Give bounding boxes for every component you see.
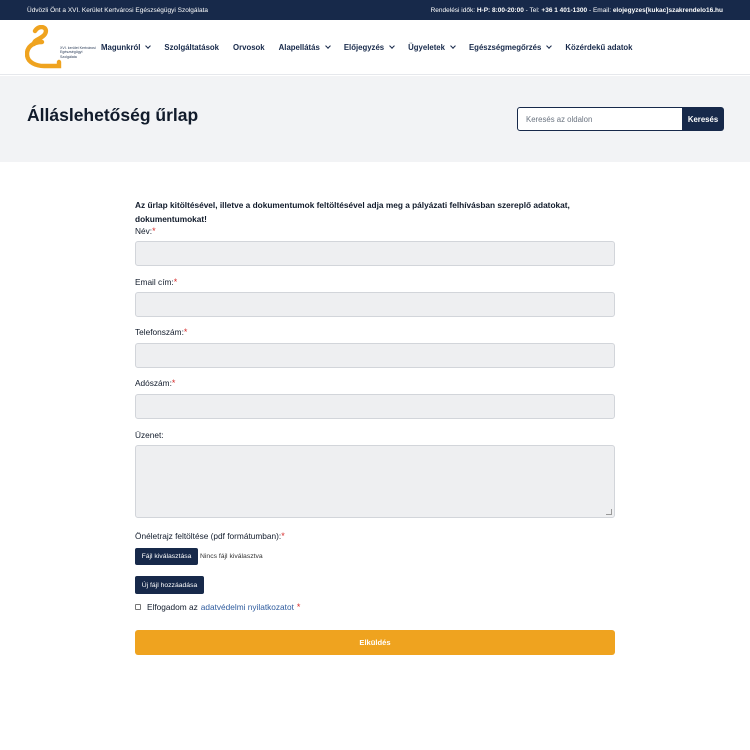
email-link[interactable]: elojegyzes[kukac]szakrendelo16.hu	[612, 6, 723, 14]
nav-item-szolgaltatasok[interactable]: Szolgáltatások	[164, 43, 220, 52]
required-mark: *	[171, 378, 176, 388]
cv-label: Önéletrajz feltöltése (pdf formátumban):*	[135, 531, 285, 541]
required-mark: *	[152, 226, 156, 236]
nav-item-elojegyzes[interactable]: Előjegyzés	[344, 43, 394, 52]
nav-item-orvosok[interactable]: Orvosok	[233, 43, 265, 52]
tax-label: Adószám:*	[135, 378, 176, 388]
site-logo[interactable]	[25, 25, 95, 69]
chevron-down-icon	[325, 43, 331, 49]
nav-item-ugyeletek[interactable]: Ügyeletek	[408, 43, 455, 52]
search-input[interactable]	[517, 107, 683, 131]
nav-item-kozerdeku-adatok[interactable]: Közérdekű adatok	[565, 43, 633, 52]
nav-item-egeszsegmegorzes[interactable]: Egészségmegőrzés	[469, 43, 551, 52]
chevron-down-icon	[146, 43, 152, 49]
nav-item-magunkrol[interactable]: Magunkról	[101, 43, 150, 52]
email-field[interactable]	[135, 292, 615, 317]
phone-field[interactable]	[135, 343, 615, 368]
main-nav	[101, 20, 647, 75]
resize-handle-icon[interactable]	[606, 509, 612, 515]
chevron-down-icon	[389, 43, 395, 49]
name-field[interactable]	[135, 241, 615, 266]
message-textarea[interactable]	[135, 445, 615, 518]
page-title: Álláslehetőség űrlap	[27, 105, 199, 125]
chevron-down-icon	[547, 43, 553, 49]
submit-button[interactable]: Elküldés	[135, 630, 615, 655]
email-label: Email cím:*	[135, 277, 178, 287]
page-hero	[0, 76, 750, 162]
privacy-consent: Elfogadom az adatvédelmi nyilatkozatot *	[135, 602, 300, 612]
name-label: Név:*	[135, 226, 156, 236]
choose-file-button[interactable]: Fájl kiválasztása	[135, 548, 198, 565]
required-mark: *	[296, 602, 301, 612]
form-intro: Az űrlap kitöltésével, illetve a dokumentumok feltöltésével adja meg a pályázati felhívásban szereplő adatokat, dokumentumokat!	[135, 200, 570, 224]
contact-info: Rendelési idők: H-P: 8:00-20:00 - Tel: +36 1 401-1300 - Email: elojegyzes[kukac]szakrendelo16.hu	[430, 6, 723, 14]
required-mark: *	[183, 327, 188, 337]
site-header	[0, 20, 750, 75]
privacy-policy-link[interactable]: adatvédelmi nyilatkozatot	[200, 602, 294, 612]
welcome-text: Üdvözli Önt a XVI. Kerület Kertvárosi Egészségügyi Szolgálata	[27, 6, 209, 14]
tax-field[interactable]	[135, 394, 615, 419]
logo-text: XVI. kerület Kertvárosi Egészségügyi Szolgálata	[60, 46, 96, 59]
chevron-down-icon	[450, 43, 456, 49]
top-info-bar	[0, 0, 750, 20]
search-button[interactable]: Keresés	[682, 107, 724, 131]
message-label: Üzenet:	[135, 430, 164, 440]
phone-label: Telefonszám:*	[135, 327, 188, 337]
privacy-checkbox[interactable]	[135, 604, 141, 610]
nav-item-alapellatas[interactable]: Alapellátás	[279, 43, 330, 52]
required-mark: *	[281, 531, 285, 541]
logo-mark-icon	[25, 25, 65, 69]
no-file-text: Nincs fájl kiválasztva	[200, 553, 263, 560]
add-file-button[interactable]: Új fájl hozzáadása	[135, 576, 204, 594]
required-mark: *	[173, 277, 178, 287]
